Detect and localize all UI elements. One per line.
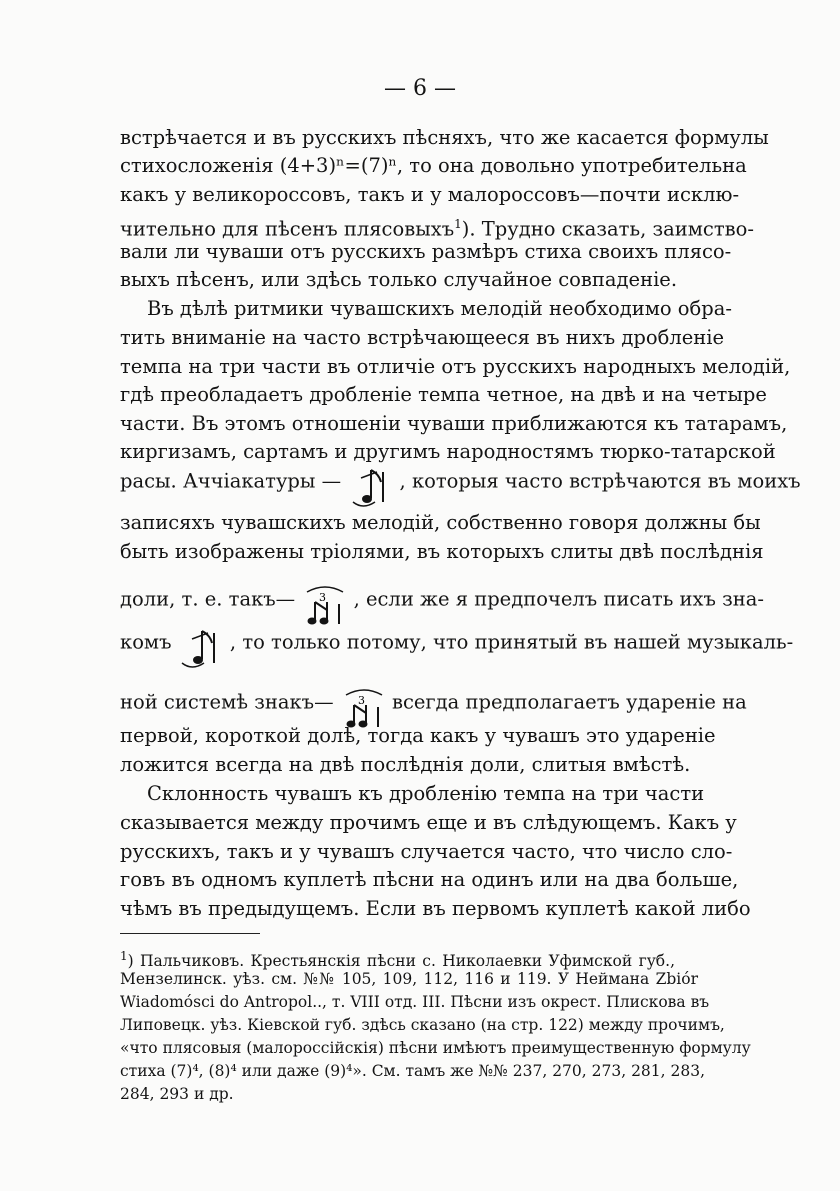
text-line: быть изображены тріолями, въ которыхъ слиты двѣ послѣднія: [120, 540, 764, 563]
triplet-notation-icon: [301, 584, 347, 628]
footnote-line: 284, 293 и др.: [120, 1085, 234, 1103]
text-fragment: ной системѣ знакъ—: [120, 690, 334, 714]
footnote-ref[interactable]: 1: [454, 217, 462, 231]
text-line: киргизамъ, сартамъ и другимъ народностямъ тюрко-татарской: [120, 440, 776, 463]
text-line: чѣмъ въ предыдущемъ. Если въ первомъ куплетѣ какой либо: [120, 897, 751, 920]
text-fragment: , которыя часто встрѣчаются въ моихъ: [399, 469, 801, 493]
footnote-line: стиха (7)⁴, (8)⁴ или даже (9)⁴». См. тамъ же №№ 237, 270, 273, 281, 283,: [120, 1062, 706, 1080]
text-line: стихосложенія (4+3)ⁿ=(7)ⁿ, то она довольно употребительна: [120, 154, 747, 177]
acciaccatura-notation-icon: [178, 629, 224, 669]
text-fragment: , то только потому, что принятый въ нашей музыкаль-: [229, 630, 794, 654]
text-line: какъ у великороссовъ, такъ и у малороссовъ—почти исклю-: [120, 183, 740, 206]
text-fragment: комъ: [120, 630, 172, 654]
text-line: [120, 462, 801, 502]
text-line: записяхъ чувашскихъ мелодій, собственно говоря должны бы: [120, 511, 761, 534]
text-line: [120, 212, 754, 242]
text-fragment: ). Трудно сказать, заимство-: [461, 217, 754, 241]
text-line: выхъ пѣсенъ, или здѣсь только случайное совпаденіе.: [120, 268, 678, 291]
triplet-number: 3: [357, 694, 365, 707]
text-line: вали ли чуваши отъ русскихъ размѣръ стиха своихъ плясо-: [120, 240, 732, 263]
footnote-line: Мензелинск. уѣз. см. №№ 105, 109, 112, 116 и 119. У Неймана Zbiór: [120, 970, 698, 988]
text-line: [120, 623, 794, 663]
text-fragment: чительно для пѣсенъ плясовыхъ: [120, 217, 455, 241]
text-fragment: доли, т. е. такъ—: [120, 587, 296, 611]
footnote-line: [120, 946, 675, 971]
triplet-number: 3: [319, 591, 327, 604]
footnote-line: Wiadomósci do Antropol.., т. VIII отд. III. Пѣсни изъ окрест. Плискова въ: [120, 993, 710, 1011]
text-line: ложится всегда на двѣ послѣднія доли, слитыя вмѣстѣ.: [120, 753, 691, 776]
text-line: [120, 578, 764, 622]
text-fragment: расы. Аччіакатуры —: [120, 469, 342, 493]
text-line: встрѣчается и въ русскихъ пѣсняхъ, что же касается формулы: [120, 126, 769, 149]
acciaccatura-notation-icon: [347, 468, 393, 508]
text-line: Въ дѣлѣ ритмики чувашскихъ мелодій необходимо обра-: [147, 297, 732, 320]
footnote-line: «что плясовыя (малороссійскія) пѣсни имѣютъ преимущественную формулу: [120, 1039, 751, 1057]
text-line: тить вниманіе на часто встрѣчающееся въ нихъ дробленіе: [120, 326, 725, 349]
footnote-text: ) Пальчиковъ. Крестьянскія пѣсни с. Николаевки Уфимской губ.,: [127, 952, 675, 971]
text-line: части. Въ этомъ отношеніи чуваши приближаются къ татарамъ,: [120, 412, 788, 435]
footnote-divider: [120, 933, 260, 934]
page-number: — 6 —: [384, 76, 456, 101]
text-line: первой, короткой долѣ, тогда какъ у чувашъ это удареніе: [120, 724, 716, 747]
footnote-marker: 1: [120, 949, 128, 963]
text-fragment: всегда предполагаетъ удареніе на: [391, 690, 747, 714]
text-line: гдѣ преобладаетъ дробленіе темпа четное, на двѣ и на четыре: [120, 383, 767, 406]
text-line: говъ въ одномъ куплетѣ пѣсни на одинъ или на два больше,: [120, 868, 739, 891]
text-line: русскихъ, такъ и у чувашъ случается часто, что число сло-: [120, 840, 733, 863]
text-line: темпа на три части въ отличіе отъ русскихъ народныхъ мелодій,: [120, 355, 791, 378]
text-line: [120, 681, 747, 725]
footnote-line: Липовецк. уѣз. Кіевской губ. здѣсь сказано (на стр. 122) между прочимъ,: [120, 1016, 725, 1034]
text-fragment: , если же я предпочелъ писать ихъ зна-: [353, 587, 764, 611]
text-line: сказывается между прочимъ еще и въ слѣдующемъ. Какъ у: [120, 811, 737, 834]
text-line: Склонность чувашъ къ дробленію темпа на три части: [147, 782, 705, 805]
